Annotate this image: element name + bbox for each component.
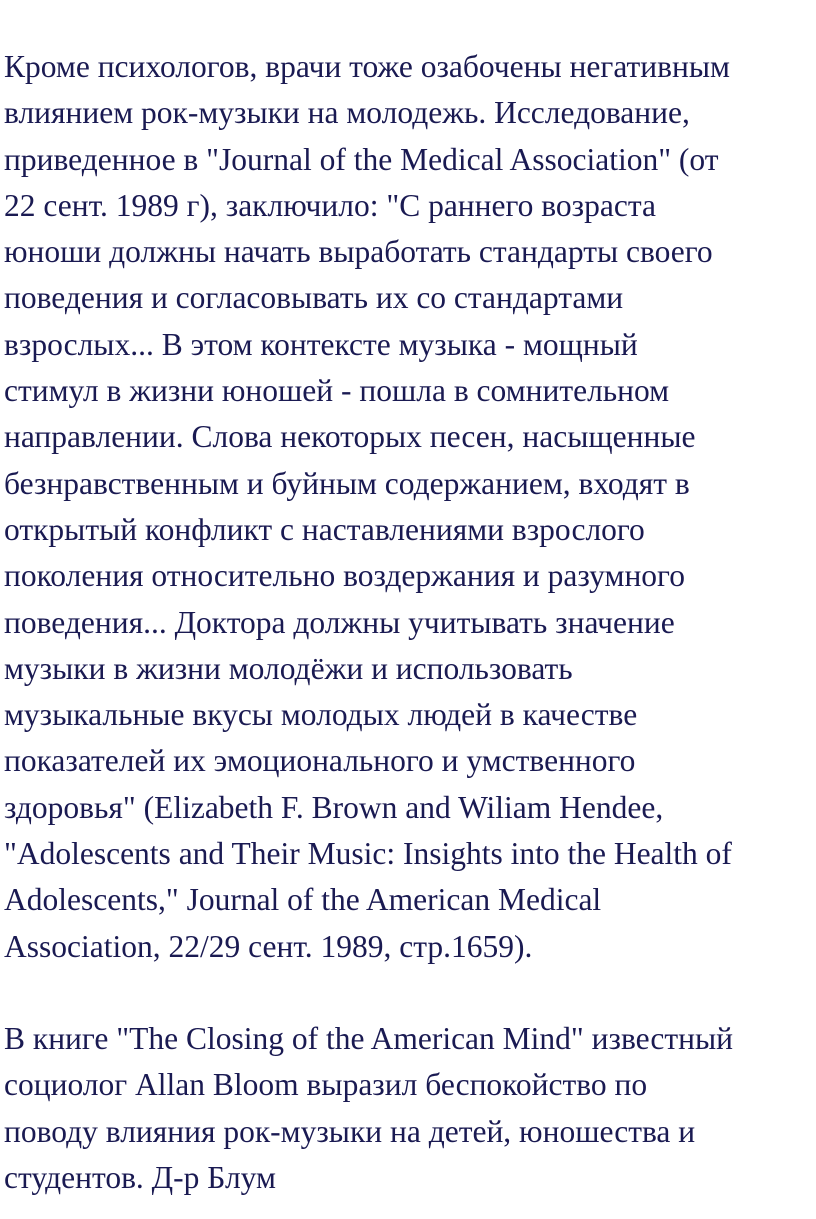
- text-line: Adolescents," Journal of the American Medical: [4, 882, 602, 918]
- text-line: музыкальные вкусы молодых людей в качестве: [4, 697, 638, 733]
- paragraph-spacer: [4, 970, 816, 1016]
- paragraph-2: [4, 1016, 816, 1201]
- text-line: юноши должны начать выработать стандарты своего: [4, 234, 713, 270]
- text-line: музыки в жизни молодёжи и использовать: [4, 650, 573, 686]
- text-line: приведенное в "Journal of the Medical Association" (от: [4, 141, 719, 177]
- text-line: Association, 22/29 сент. 1989, стр.1659).: [4, 928, 533, 964]
- text-line: студентов. Д-р Блум: [4, 1159, 276, 1195]
- text-line: "Adolescents and Their Music: Insights into the Health of: [4, 836, 732, 872]
- text-line: здоровья" (Elizabeth F. Brown and Wiliam Hendee,: [4, 789, 664, 825]
- text-line: В книге "The Closing of the American Mind" известный: [4, 1020, 734, 1056]
- text-line: поведения... Доктора должны учитывать значение: [4, 604, 675, 640]
- text-line: поводу влияния рок-музыки на детей, юношества и: [4, 1113, 696, 1149]
- text-line: поколения относительно воздержания и разумного: [4, 558, 685, 594]
- text-line: стимул в жизни юношей - пошла в сомнительном: [4, 373, 670, 409]
- text-line: взрослых... В этом контексте музыка - мощный: [4, 326, 638, 362]
- text-line: 22 сент. 1989 г), заключило: "С раннего возраста: [4, 187, 656, 223]
- text-line: показателей их эмоционального и умственного: [4, 743, 636, 779]
- paragraph-1: [4, 44, 816, 970]
- text-line: поведения и согласовывать их со стандартами: [4, 280, 624, 316]
- text-line: социолог Allan Bloom выразил беспокойство по: [4, 1067, 648, 1103]
- text-line: направлении. Слова некоторых песен, насыщенные: [4, 419, 696, 455]
- text-line: открытый конфликт с наставлениями взрослого: [4, 511, 645, 547]
- text-line: Кроме психологов, врачи тоже озабочены негативным: [4, 49, 730, 84]
- text-line: влиянием рок-музыки на молодежь. Исследование,: [4, 95, 690, 131]
- text-line: безнравственным и буйным содержанием, входят в: [4, 465, 690, 501]
